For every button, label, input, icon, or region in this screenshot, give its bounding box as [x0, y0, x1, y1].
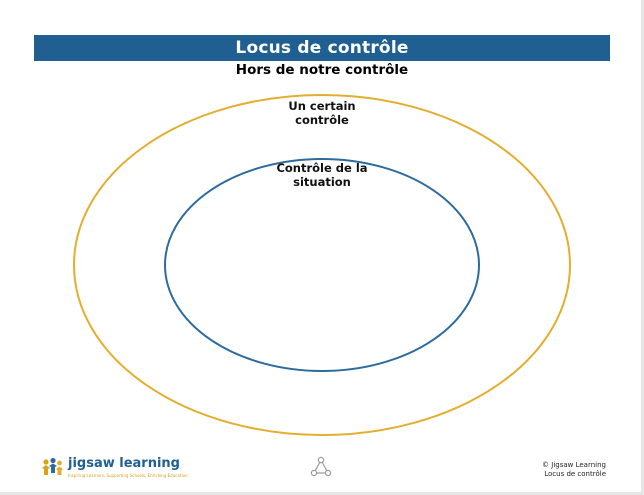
logo-tagline: Inspiring Learners, Supporting Schools, Enriching Education: [68, 473, 188, 478]
copyright-text: © Jigsaw Learning: [542, 461, 606, 469]
inner-ring: [165, 159, 479, 371]
page-title: Locus de contrôle: [34, 35, 610, 61]
document-name: Locus de contrôle: [544, 470, 606, 478]
share-icon: [310, 456, 332, 478]
outer-ring: [74, 95, 570, 435]
logo-wordmark: jigsaw learning: [68, 456, 180, 471]
jigsaw-learning-logo: [40, 456, 190, 480]
outer-ring-label: Un certain contrôle: [288, 99, 356, 127]
footer-credits: [542, 461, 606, 479]
jigsaw-people-icon: [40, 456, 64, 480]
inner-ring-label: Contrôle de la situation: [276, 161, 368, 189]
outer-zone-heading: Hors de notre contrôle: [235, 62, 409, 78]
